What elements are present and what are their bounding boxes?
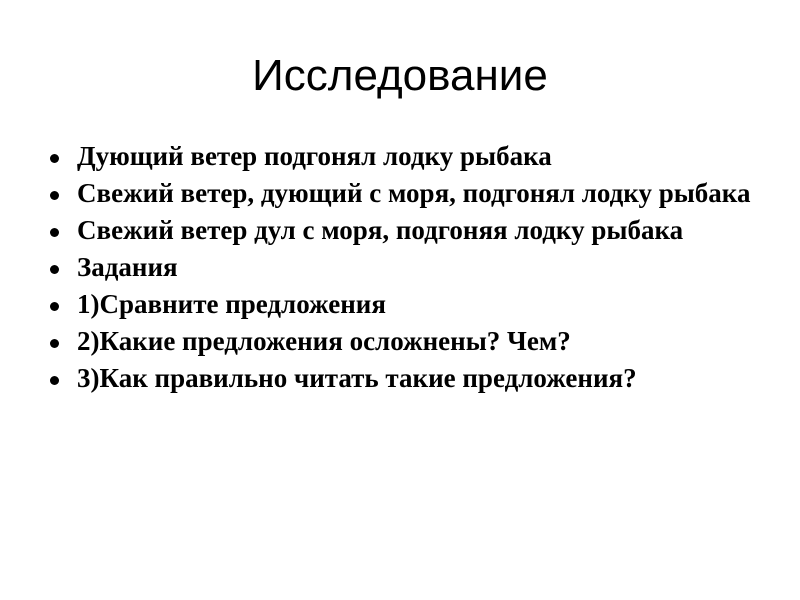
list-item <box>0 364 800 393</box>
list-item <box>0 142 800 171</box>
bullet-icon <box>50 228 59 237</box>
bullet-icon <box>50 265 59 274</box>
list-item-text: 1)Сравните предложения <box>77 289 386 319</box>
slide-title: Исследование <box>252 51 548 100</box>
bullet-icon <box>50 376 59 385</box>
list-item-text: 3)Как правильно читать такие предложения? <box>77 363 637 393</box>
list-item <box>0 216 800 245</box>
list-item-text: Свежий ветер дул с моря, подгоняя лодку рыбака <box>77 215 684 245</box>
list-item <box>0 253 800 282</box>
list-item <box>0 290 800 319</box>
bullet-icon <box>50 154 59 163</box>
list-item <box>0 179 800 208</box>
list-item-text: Задания <box>77 252 178 282</box>
bullet-icon <box>50 191 59 200</box>
bullet-list <box>0 142 800 401</box>
list-item-text: Свежий ветер, дующий с моря, подгонял лодку рыбака <box>77 178 751 208</box>
list-item-text: Дующий ветер подгонял лодку рыбака <box>77 141 552 171</box>
bullet-icon <box>50 302 59 311</box>
bullet-icon <box>50 339 59 348</box>
list-item-text: 2)Какие предложения осложнены? Чем? <box>77 326 571 356</box>
list-item <box>0 327 800 356</box>
